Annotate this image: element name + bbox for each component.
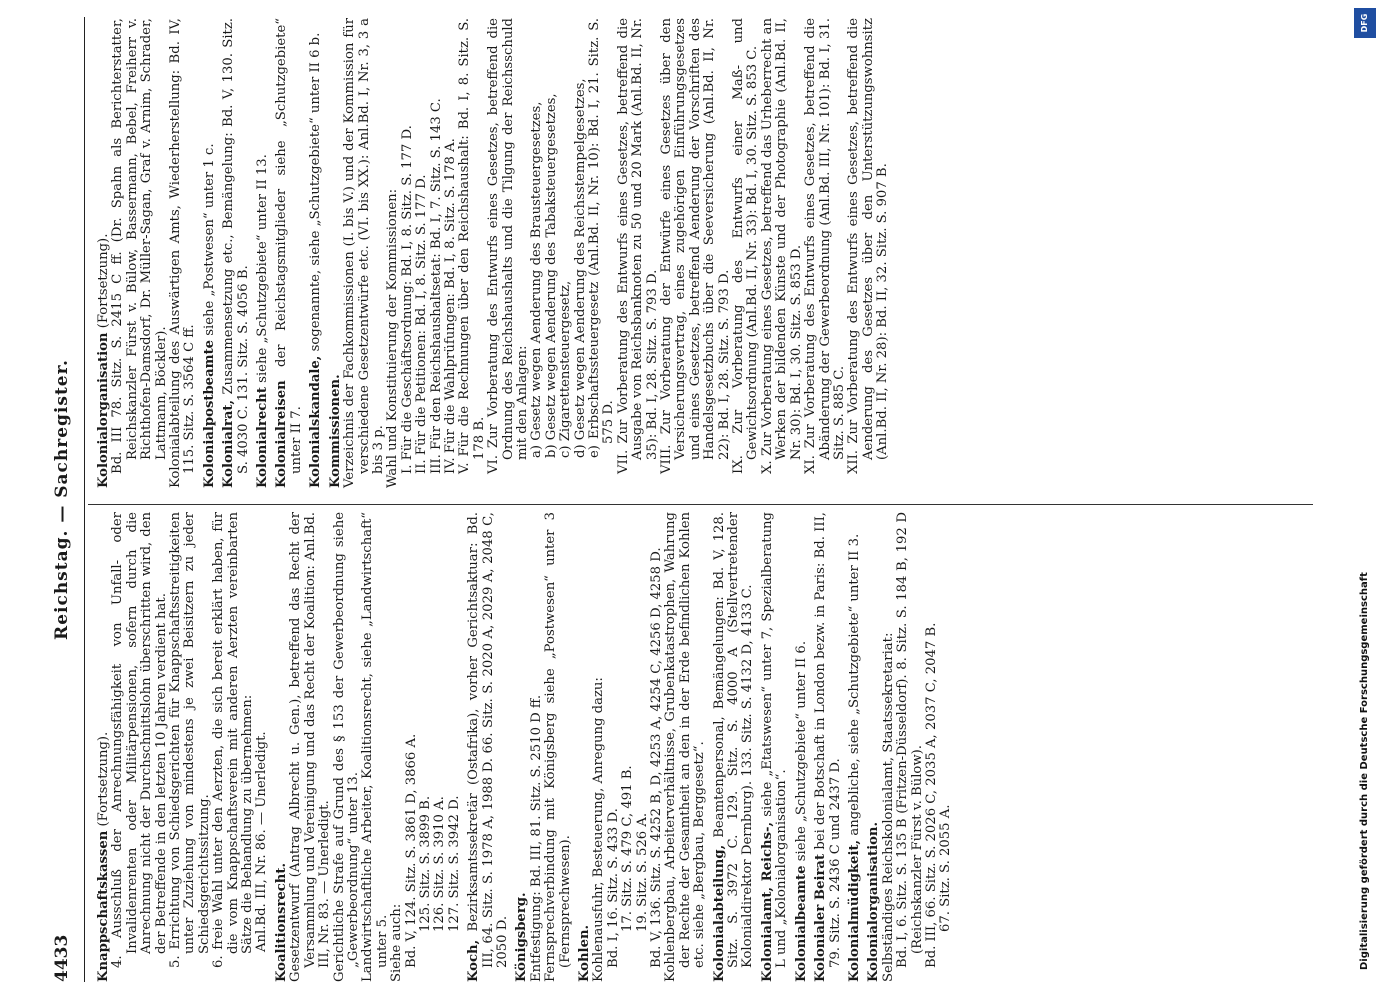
entry-text: I. Für die Geschäftsordnung: Bd. I, 8. Sitz. S. 177 D. [399,125,415,474]
entry-text: 127. Sitz. S. 3942 D. [446,795,462,932]
entry-text: II. Für die Petitionen: Bd. I, 8. Sitz. S. 177 D. [414,174,430,474]
index-entry [415,18,429,488]
entry-text: X. Zur Vorberatung eines Gesetzes, betreffend das Urheberrecht an Werken der bildenden Künste und der Photographie (Anl.Bd. II, Nr. 30): Bd. I, 30. Sitz. S. 853 D. [759,18,804,474]
index-entry [275,512,289,982]
entry-text: VI. Zur Vorberatung des Entwurfs eines Gesetzes, betreffend die Ordnung des Reichshaushalts und die Tilgung der Reichsschuld mit den Anlagen: [486,18,530,474]
digitization-credit [1352,30,1378,970]
entry-keyword: Kolonialbeamte [793,865,809,982]
entry-text: Beamtenpersonal, Bemängelungen: Bd. V, 128. Sitz. S. 3972 C. 129. Sitz. S. 4000 A (Stellvertretender Kolonialdirektor Dernburg). 133. Sitz. S. 4132 D, 4133 C. [711,512,756,968]
index-entry [882,512,896,982]
entry-text: (Fortsetzung). [96,731,111,831]
entry-text: Gerichtliche Strafe auf Grund des § 153 der Gewerbeordnung siehe „Gewerbeordnung“ unter 13. [331,512,361,982]
page-header [52,17,82,982]
entry-text: (Fortsetzung). [96,233,111,333]
entry-text: Bezirksamtssekretär (Ostafrika), vorher Gerichtsaktuar: Bd. III, 64. Sitz. S. 1978 A, 1988 D. 66. Sitz. S. 2020 A, 2029 A, 2048 C, 2050 D. [466,512,510,968]
index-entry [448,512,462,982]
entry-text: Anl.Bd. III, Nr. 86. — Unerledigt. [254,731,270,952]
index-entry [97,18,111,488]
entry-text: siehe „Schutzgebiete“ unter II 13. [255,154,271,388]
index-entry [361,512,390,982]
index-entry [390,512,404,982]
index-entry [530,512,544,982]
column-divider [88,504,1313,505]
entry-text: Wahl und Konstituierung der Kommissionen: [385,188,401,488]
index-entry [169,512,212,982]
entry-text: 4. Ausschluß der Anrechnungsfähigkeit von Unfall- oder Invalidenrenten oder Militärpensionen, sofern durch die Anrechnung nicht der Durchschnittslohn überschritten wird, den der Betreffende in den letzten 10 Jahren verdient hat. [110,512,169,968]
entry-text: 126. Sitz. S. 3910 A. [432,796,448,932]
index-entry [329,18,343,488]
entry-text: XI. Zur Vorberatung des Entwurfs eines Gesetzes, betreffend die Abänderung der Gewerbeordnung (Anl.Bd. III, Nr. 101): Bd. I, 31. Sitz. S. 885 C. [803,18,847,474]
index-entry [256,18,270,488]
entry-text: V. Für die Rechnungen über den Reichshaushalt: Bd. I, 8. Sitz. S. 178 B. [457,18,487,474]
index-entry [617,18,660,488]
index-entry [559,18,573,488]
index-entry [309,18,323,488]
index-entry [430,18,444,488]
index-entry [487,18,530,488]
entry-text: e) Erbschaftssteuergesetz (Anl.Bd. II, Nr. 10): Bd. I, 21. Sitz. S. 575 D. [587,18,617,458]
entry-text: III. Für den Reichshaushaltsetat: Bd. I, 7. Sitz. S. 143 C. [428,98,444,474]
index-entry [896,512,925,982]
index-entry [713,512,756,982]
index-entry [111,512,169,982]
digitization-credit-text: Digitalisierung gefördert durch die Deutsche Forschungsgemeinschaft [1359,572,1370,970]
entry-text: sogenannte, siehe „Schutzgebiete“ unter II 6 b. [308,32,324,356]
entry-text: d) Gesetz wegen Aenderung des Reichsstempelgesetzes, [572,78,588,458]
index-entry [169,18,198,488]
entry-text: VII. Zur Vorberatung des Entwurfs eines Gesetzes, betreffend die Ausgabe von Reichsbanknoten zu 50 und 20 Mark (Anl.Bd. II, Nr. 35): Bd. I, 28. Sitz. S. 793 D. [615,18,660,474]
entry-text: 5. Errichtung von Schiedsgerichten für Knappschaftsstreitigkeiten unter Zuziehung von mindestens je zwei Beisitzern zu jeder Schiedsgerichtssitzung. [168,512,212,968]
entry-keyword: Königsberg. [514,892,530,982]
dfg-logo-text: DFG [1360,13,1369,33]
entry-keyword: Kolonialmüdigkeit, [846,839,862,982]
index-entry [530,18,544,488]
index-entry [289,512,332,982]
entry-keyword: Knappschaftskassen [96,830,111,982]
entry-text: Landwirtschaftliche Arbeiter, Koalitionsrecht, siehe „Landwirtschaft“ unter 5. [360,512,390,982]
entry-text: 67. Sitz. S. 2055 A. [938,804,954,932]
entry-text: 6. freie Wahl unter den Aerzten, die sich bereit erklärt haben, für die vom Knappschaftsverein mit anderen Aerzten vereinbarten Sätze die Behandlung zu übernehmen: [211,512,256,968]
index-entry [578,512,592,982]
page-number: 4433 [52,934,72,982]
entry-text: der Reichstagsmitglieder siehe „Schutzgebiete“ unter II 7. [274,18,304,474]
entry-text: bei der Botschaft in London bezw. in Paris: Bd. III, 79. Sitz. S. 2436 C und 2437 D. [813,512,843,968]
index-entry [212,512,255,982]
entry-text: Bd. V, 136. Sitz. S. 4252 B, D, 4253 A, 4254 C, 4256 D, 4258 D. [649,547,665,968]
index-entry [867,512,881,982]
index-entry [203,18,217,488]
index-entry [574,18,588,488]
index-entry [814,512,843,982]
index-entry [405,512,419,982]
entry-keyword: Kolonialrecht [255,387,271,488]
entry-text: Bd. I, 6. Sitz. S. 135 B (Fritzen-Düsseldorf). 8. Sitz. S. 184 B, 192 D (Reichskanzler Fürst v. Bülow). [895,512,925,968]
index-entry [621,512,635,982]
entry-text: VIII. Zur Vorberatung der Entwürfe eines Gesetzes über den Versicherungsvertrag, eines zugehörigen Einführungsgesetzes und eines Gesetzes, betreffend Aenderung der Vorschriften des Handelsgesetzbuchs über die Seeversicherung (Anl.Bd. II, Nr. 22): Bd. I, 28. Sitz. S. 793 D. [659,18,732,474]
right-column [92,18,891,488]
index-entry [660,18,732,488]
entry-text: Siehe auch: [389,903,405,982]
index-entry [222,18,251,488]
left-column [92,512,954,982]
header-rule [84,17,85,982]
entry-text: Zusammensetzung etc., Bemängelung: Bd. V, 130. Sitz. S. 4030 C. 131. Sitz. S. 4056 B. [221,18,251,474]
entry-keyword: Kolonialpostbeamte [201,339,217,488]
index-entry [545,18,559,488]
index-entry [732,18,761,488]
index-entry [847,18,890,488]
entry-text: Bd. III, 66. Sitz. S. 2026 C, 2035 A, 2037 C, 2047 B. [923,622,939,968]
entry-keyword: Koch, [466,939,482,982]
entry-text: b) Gesetz wegen Aenderung des Tabaksteuergesetzes, [543,93,559,458]
entry-keyword: Kolonialorganisation. [866,821,882,982]
entry-text: Gesetzentwurf (Antrag Albrecht u. Gen.), betreffend das Recht der Versammlung und Vereinigung und das Recht der Koalition: Anl.Bd. III, Nr. 83. — Unerledigt. [288,512,333,982]
entry-text: Kohlenbergbau, Arbeiterverhältnisse, Grubenkatastrophen, Wahrung der Rechte der Gesamtheit an den in der Erde befindlichen Kohlen etc. siehe „Bergbau, Berggesetz“. [663,512,708,982]
entry-keyword: Kohlen. [577,924,592,982]
index-entry [343,18,386,488]
index-entry [111,18,169,488]
entry-text: Bd. I, 16. Sitz. S. 433 D. [605,808,621,968]
entry-text: Kohlenausfuhr, Besteuerung, Anregung dazu: [591,677,607,982]
index-entry [592,512,606,982]
index-entry [664,512,707,982]
entry-text: 17. Sitz. S. 479 C, 491 B. [620,765,636,932]
index-entry [467,512,510,982]
entry-text: Kolonialabteilung des Auswärtigen Amts, Wiederherstellung: Bd. IV, 115. Sitz. S. 3564 C ff. [168,18,198,488]
index-entry [804,18,847,488]
entry-text: Verzeichnis der Fachkommissionen (I. bis V.) und der Kommission für verschiedene Gesetzentwürfe etc. (VI. bis XX.): Anl.Bd. I, Nr. 3, 3 a bis 3 p. [342,18,386,488]
index-entry [386,18,400,488]
index-entry [607,512,621,982]
entry-text: Entfestigung: Bd. III, 81. Sitz. S. 2510 D ff. [528,694,544,982]
entry-keyword: Kolonialrat, [221,399,237,488]
index-entry [636,512,650,982]
entry-text: Bd. III 78. Sitz. S. 2415 C ff. (Dr. Spahn als Berichterstatter, Reichskanzler Fürst v. Bülow, Bassermann, Bebel, Freiherr v. Richthofen-Damsdorf, Dr. Müller-Sagan, Graf v. Arnim, Schrader, Lattmann, Böckler). [110,18,169,474]
entry-keyword: Kolonialorganisation [96,332,111,488]
index-entry [939,512,953,982]
entry-keyword: Kolonialreisen [274,380,290,488]
entry-keyword: Kolonialer Beirat [813,853,829,982]
index-entry [275,18,304,488]
index-entry [761,512,790,982]
entry-keyword: Kolonialabteilung, [711,844,727,982]
index-entry [401,18,415,488]
index-entry [444,18,458,488]
entry-text: c) Zigarettensteuergesetz, [558,280,574,458]
entry-keyword: Kolonialamt, Reichs-, [759,821,775,982]
index-entry [97,512,111,982]
entry-text: 19. Sitz. S. 526 A. [634,812,650,932]
entry-text: IV. Für die Wahlprüfungen: Bd. I, 8. Sitz. S. 178 A. [442,138,458,474]
index-entry [515,512,529,982]
entry-text: 125. Sitz. S. 3899 B. [417,795,433,932]
entry-text: Fernsprechverbindung mit Königsberg siehe „Postwesen“ unter 3 (Fernsprechwesen). [543,512,573,982]
index-entry [650,512,664,982]
index-entry [419,512,433,982]
entry-text: siehe „Schutzgebiete“ unter II 6. [793,640,809,866]
page-title: Reichstag. — Sachregister. [52,359,72,640]
entry-keyword: Koalitionsrecht. [273,862,289,982]
entry-keyword: Kolonialskandale, [308,355,324,488]
index-entry [458,18,487,488]
entry-text: XII. Zur Vorberatung des Entwurfs eines Gesetzes, betreffend die Aenderung des Gesetzes über den Unterstützungswohnsitz (Anl.Bd. II, Nr. 28): Bd. II, 32. Sitz. S. 907 B. [846,18,891,474]
index-entry [333,512,362,982]
index-entry [761,18,804,488]
entry-text: Selbständiges Reichskolonialamt, Staatssekretariat: [880,632,896,982]
entry-text: Bd. V, 124. Sitz. S. 3861 D, 3866 A. [403,733,419,968]
index-entry [433,512,447,982]
entry-text: IX. Zur Vorberatung des Entwurfs einer Maß- und Gewichtsordnung (Anl.Bd. II, Nr. 33): Bd. I, 30. Sitz. S. 853 C. [731,18,761,474]
index-entry [588,18,617,488]
entry-text: a) Gesetz wegen Aenderung des Brausteuergesetzes, [529,101,545,458]
index-entry [795,512,809,982]
index-entry [544,512,573,982]
index-entry [925,512,939,982]
index-entry [255,512,269,982]
entry-keyword: Kommissionen. [327,374,343,488]
entry-text: siehe „Postwesen“ unter 1 c. [201,143,217,340]
entry-text: siehe „Etatswesen“ unter 7, Spezialberatung L und „Kolonialorganisation“. [759,512,790,968]
entry-text: angebliche, siehe „Schutzgebiete“ unter II 3. [846,533,862,840]
index-entry [848,512,862,982]
